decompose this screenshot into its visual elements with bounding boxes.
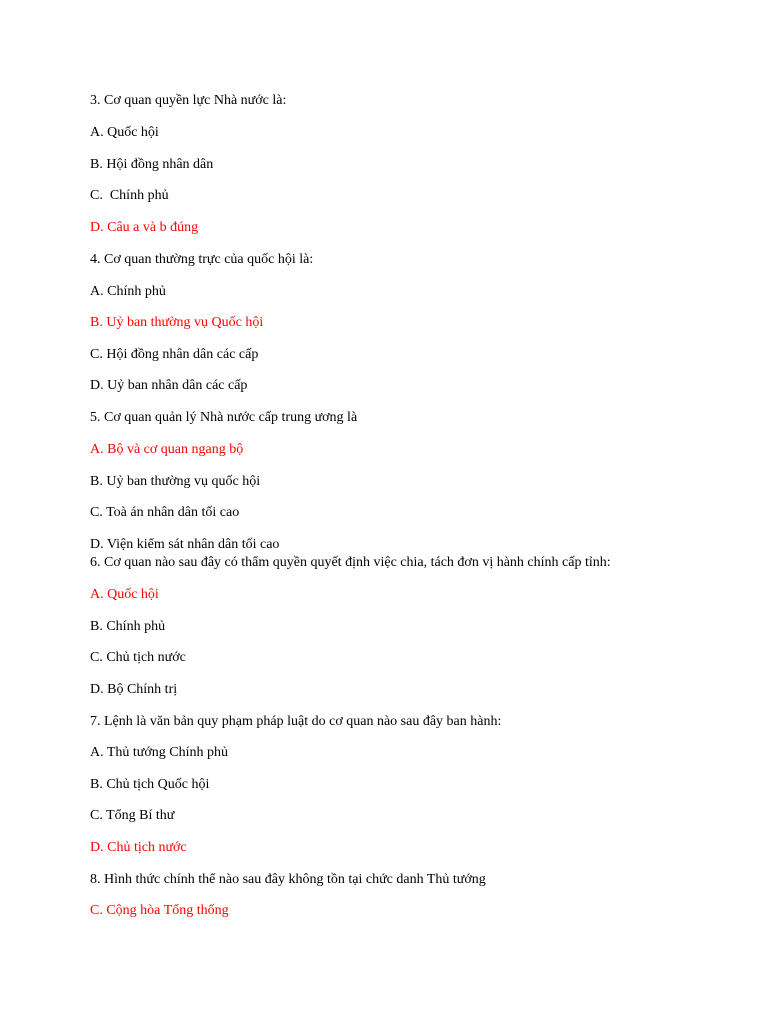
- question-5-option-b: B. Uỷ ban thường vụ quốc hội: [90, 474, 261, 489]
- question-3-option-a: A. Quốc hội: [90, 125, 159, 140]
- question-4-option-d: D. Uỷ ban nhân dân các cấp: [90, 378, 248, 393]
- question-7-option-c: C. Tổng Bí thư: [90, 808, 175, 823]
- question-8-prompt: 8. Hình thức chính thể nào sau đây không tồn tại chức danh Thủ tướng: [90, 872, 486, 887]
- question-4-option-b-correct: B. Uỷ ban thường vụ Quốc hội: [90, 315, 264, 330]
- question-8-option-c-correct: C. Cộng hòa Tổng thống: [90, 903, 229, 918]
- question-4-option-a: A. Chính phủ: [90, 284, 166, 299]
- question-6-option-a-correct: A. Quốc hội: [90, 587, 159, 602]
- question-4-option-c: C. Hội đồng nhân dân các cấp: [90, 347, 259, 362]
- question-6-option-d: D. Bộ Chính trị: [90, 682, 178, 697]
- question-4-prompt: 4. Cơ quan thường trực của quốc hội là:: [90, 252, 314, 267]
- question-7-prompt: 7. Lệnh là văn bản quy phạm pháp luật do cơ quan nào sau đây ban hành:: [90, 714, 502, 729]
- question-5-option-d: D. Viện kiểm sát nhân dân tối cao: [90, 537, 280, 552]
- question-3-prompt: 3. Cơ quan quyền lực Nhà nước là:: [90, 93, 287, 108]
- question-3-option-d-correct: D. Câu a và b đúng: [90, 220, 199, 235]
- question-6-option-c: C. Chủ tịch nước: [90, 650, 186, 665]
- question-6-option-b: B. Chính phủ: [90, 619, 166, 634]
- question-7-option-b: B. Chủ tịch Quốc hội: [90, 777, 210, 792]
- question-5-prompt: 5. Cơ quan quản lý Nhà nước cấp trung ương là: [90, 410, 358, 425]
- question-7-option-d-correct: D. Chủ tịch nước: [90, 840, 187, 855]
- question-5-option-a-correct: A. Bộ và cơ quan ngang bộ: [90, 442, 244, 457]
- question-3-option-c: C. Chính phủ: [90, 188, 169, 203]
- question-7-option-a: A. Thủ tướng Chính phủ: [90, 745, 229, 760]
- question-6-prompt: 6. Cơ quan nào sau đây có thẩm quyền quyết định việc chia, tách đơn vị hành chính cấp tỉnh:: [90, 555, 611, 570]
- question-5-option-c: C. Toà án nhân dân tối cao: [90, 505, 240, 520]
- question-3-option-b: B. Hội đồng nhân dân: [90, 157, 214, 172]
